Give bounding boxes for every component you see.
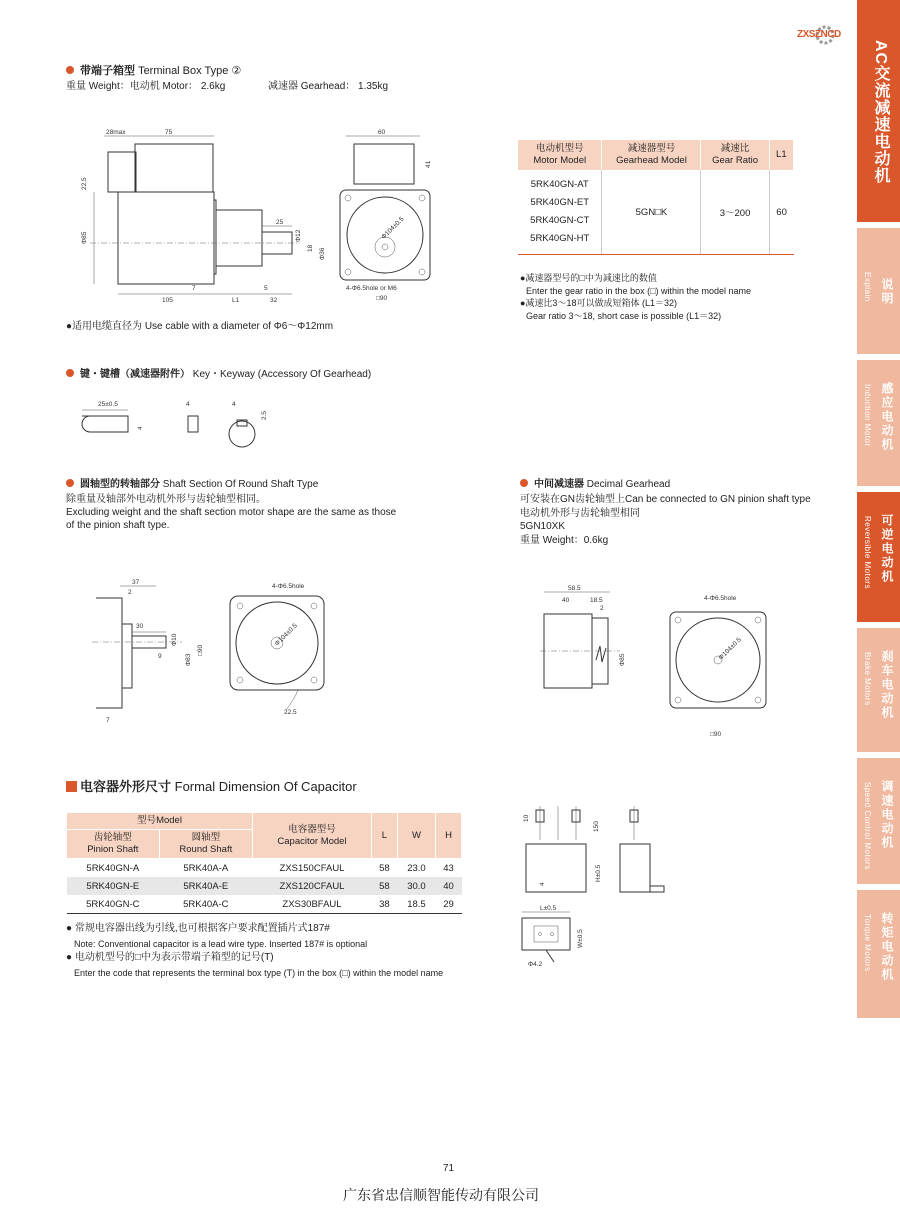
dim-28max: 28max [106, 129, 126, 136]
tab-speed-control-motors[interactable]: 调速电动机 Speed Control Motors [857, 758, 900, 884]
tab-brake-motors[interactable]: 刹车电动机 Brake Motors [857, 628, 900, 752]
capacitor-title: 电容器外形尺寸 Formal Dimension Of Capacitor [66, 776, 357, 795]
dim-30: 30 [136, 623, 144, 630]
dim-2: 2 [128, 589, 132, 596]
tab-reversible-motors[interactable]: 可逆电动机 Reversible Motors [857, 492, 900, 622]
l1-value: 60 [769, 170, 793, 255]
dim-c42: Φ4.2 [528, 961, 543, 968]
dim-r104: Φ104±0.5 [273, 622, 299, 648]
dim-c10: 10 [523, 814, 530, 822]
th-h: H [436, 813, 462, 859]
dim-c4: 4 [539, 882, 546, 886]
dim-cl: L±0.5 [540, 905, 557, 912]
th-w: W [397, 813, 435, 859]
dim-10: Φ10 [171, 633, 178, 646]
tab-induction-motor[interactable]: 感应电动机 Induction Motor [857, 360, 900, 486]
decimal-gearhead-desc: 可安装在GN齿轮轴型上Can be connected to GN pinion shaft type 电动机外形与齿轮轴型相同 5GN10XK 重量 Weight：0.6kg [520, 494, 811, 546]
dim-12: Φ12 [295, 229, 302, 242]
dim-41: 41 [425, 160, 432, 168]
dim-105: 105 [162, 297, 173, 304]
dim-dhole: 4-Φ6.5hole [704, 595, 737, 602]
terminal-box-front-drawing [336, 128, 446, 308]
gear-ratio: 3～200 [701, 170, 769, 255]
keyway-title: 键・键槽（减速器附件） Key・Keyway (Accessory Of Gearhead) [66, 368, 371, 381]
motor-models: 5RK40GN-AT 5RK40GN-ET 5RK40GN-CT 5RK40GN-HT [518, 170, 602, 255]
dim-85: Φ85 [81, 231, 88, 244]
th-l1: L1 [769, 140, 793, 170]
dim-key-4a: 4 [137, 426, 144, 430]
th-motor-model: 电动机型号 Motor Model [518, 140, 602, 170]
dim-c150: 150 [593, 821, 600, 832]
dim-18: 18 [307, 244, 314, 252]
spec-table [518, 140, 794, 255]
th-gearhead-model: 减速器型号 Gearhead Model [602, 140, 701, 170]
dim-hole: 4-Φ6.5hole or M6 [346, 285, 397, 292]
tab-explain[interactable]: 说明 Explain [857, 228, 900, 354]
dim-7: 7 [192, 285, 196, 292]
dim-60: 60 [378, 129, 386, 136]
company-name: 广东省忠信顺智能传动有限公司 [343, 1187, 539, 1203]
th-model: 型号Model [67, 813, 253, 830]
dim-83: Φ83 [185, 653, 192, 666]
table-row: 5RK40GN-C 5RK40A-C ZXS30BFAUL 38 18.5 29 [67, 895, 462, 914]
dim-d2: 2 [600, 605, 604, 612]
square-bullet-icon [66, 781, 77, 792]
capacitor-notes: ● 常规电容器出线为引线,也可根据客户要求配置插片式187# Note: Conventional capacitor is a lead wire type. Inserted 187# is optional ● 电动机型号的□中为表示带端子箱型的记号(T) Enter the code that represents the terminal box type (T) in the box (□) within the model name [66, 923, 444, 978]
terminal-box-weight-gearhead: 减速器 Gearhead： 1.35kg [268, 81, 389, 92]
th-l: L [371, 813, 397, 859]
bullet-icon [66, 66, 74, 74]
dim-r90: □90 [197, 644, 204, 656]
capacitor-table [66, 812, 462, 914]
cable-note: ●适用电缆直径为 Use cable with a diameter of Φ6～Φ12mm [66, 321, 334, 332]
table-row: 5RK40GN-A 5RK40A-A ZXS150CFAUL 58 23.0 43 [86, 862, 454, 874]
dim-36: Φ36 [319, 247, 326, 260]
dim-cw: W±0.5 [577, 929, 584, 948]
decimal-gearhead-front-drawing [668, 594, 788, 744]
dim-32: 32 [270, 297, 278, 304]
capacitor-drawing [518, 800, 678, 970]
terminal-box-weight: 重量 Weight：电动机 Motor： 2.6kg [66, 81, 226, 92]
dim-40: 40 [562, 597, 570, 604]
table-row: 5RK40GN-E 5RK40A-E ZXS120CFAUL 58 30.0 40 [67, 877, 462, 895]
bullet-icon [520, 479, 528, 487]
dim-r22-5: 22.5 [284, 709, 297, 716]
dim-18-5: 18.5 [590, 597, 603, 604]
keyway-drawing [80, 396, 300, 456]
dim-58-5: 58.5 [568, 585, 581, 592]
dim-r7: 7 [106, 717, 110, 724]
spec-notes: ●减速器型号的□中为减速比的数值 Enter the gear ratio in the box (□) within the model name ●减速比3～18可以做成短箱体 (L1＝32) Gear ratio 3～18, short case is possible (L1＝32) [520, 273, 752, 321]
bullet-icon [66, 479, 74, 487]
dim-25: 25 [276, 219, 284, 226]
terminal-box-title: 带端子箱型 Terminal Box Type ② [66, 64, 241, 78]
th-gear-ratio: 减速比 Gear Ratio [701, 140, 769, 170]
dim-l1: L1 [232, 297, 240, 304]
dim-key-25: 25±0.5 [98, 401, 118, 408]
dim-75: 75 [165, 129, 173, 136]
round-shaft-front-drawing [228, 582, 338, 722]
dim-hole-round: 4-Φ6.5hole [272, 583, 305, 590]
dim-104: Φ104±0.5 [380, 215, 406, 241]
dim-d104: Φ104±0.5 [717, 636, 743, 662]
tab-ac-gear-motor[interactable]: AC交流减速电动机 [857, 0, 900, 222]
dim-sq90: □90 [376, 295, 388, 302]
dim-ch: H±0.5 [595, 864, 602, 882]
bullet-icon [66, 369, 74, 377]
round-shaft-title: 圆轴型的转轴部分 Shaft Section Of Round Shaft Type [66, 478, 318, 491]
decimal-gearhead-title: 中间减速器 Decimal Gearhead [520, 478, 670, 491]
gearhead-model: 5GN□K [602, 170, 701, 255]
terminal-box-side-drawing [80, 128, 326, 328]
tab-torque-motors[interactable]: 转矩电动机 Torque Motors [857, 890, 900, 1018]
dim-d85: Φ85 [619, 653, 626, 666]
dim-key-4c: 4 [232, 401, 236, 408]
dim-d90: □90 [710, 731, 722, 738]
dim-5: 5 [264, 285, 268, 292]
page-number: 71 [443, 1163, 455, 1174]
th-round-shaft: 圆轴型 Round Shaft [159, 830, 252, 859]
th-capacitor-model: 电容器型号 Capacitor Model [253, 813, 372, 859]
round-shaft-desc: 除重量及轴部外电动机外形与齿轮轴型相同。 Excluding weight and the shaft section motor shape are the same as those of the pinion shaft type. [66, 494, 397, 531]
dim-key-2-5: 2.5 [261, 410, 268, 420]
decimal-gearhead-side-drawing [540, 584, 650, 694]
round-shaft-side-drawing [92, 578, 212, 728]
dim-key-4b: 4 [186, 401, 190, 408]
dim-9: 9 [158, 653, 162, 660]
dim-37: 37 [132, 579, 140, 586]
th-pinion-shaft: 齿轮轴型 Pinion Shaft [67, 830, 160, 859]
dim-22-5: 22.5 [81, 177, 88, 190]
